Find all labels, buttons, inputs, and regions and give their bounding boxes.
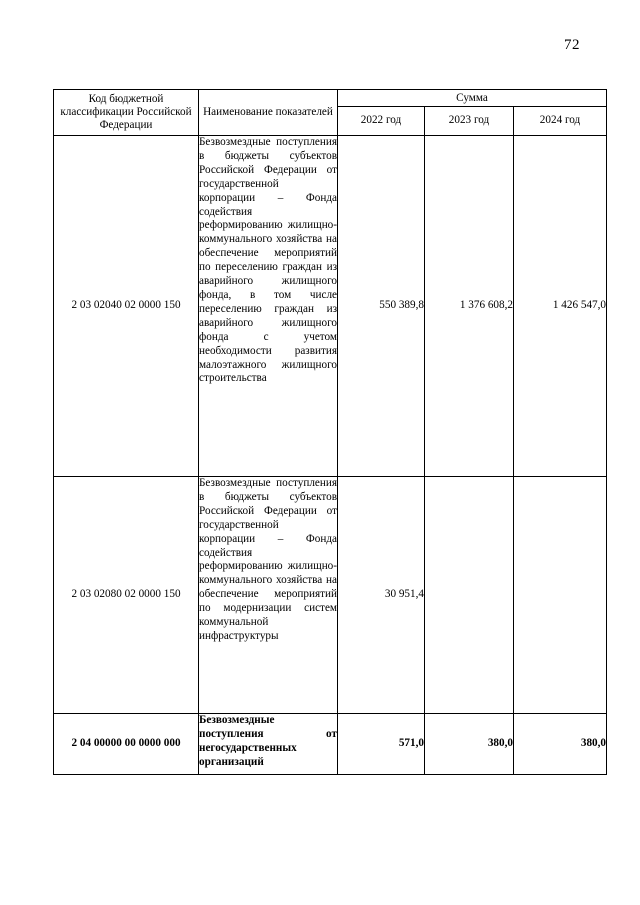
- amount-2024: [514, 477, 607, 714]
- amount-2023: 1 376 608,2: [425, 136, 514, 477]
- header-year-2023: 2023 год: [425, 107, 514, 136]
- indicator-name: Безвозмездные поступления в бюджеты субъектов Российской Федерации от государственной корпорации – Фонда содействия реформированию жилищно-коммунального хозяйства на обеспечение мероприятий по модернизации систем коммунальной инфраструктуры: [199, 477, 338, 714]
- table-row: [54, 477, 607, 714]
- budget-table: [53, 89, 607, 775]
- header-year-2024: 2024 год: [514, 107, 607, 136]
- budget-code: 2 03 02040 02 0000 150: [54, 136, 199, 477]
- table-row: [54, 136, 607, 477]
- amount-2022: 571,0: [338, 714, 425, 775]
- table-row: [54, 714, 607, 775]
- amount-2022: 30 951,4: [338, 477, 425, 714]
- page-number: 72: [564, 37, 580, 53]
- budget-code: 2 03 02080 02 0000 150: [54, 477, 199, 714]
- header-sum: Сумма: [338, 90, 607, 107]
- amount-2024: 1 426 547,0: [514, 136, 607, 477]
- amount-2024: 380,0: [514, 714, 607, 775]
- table-header: [54, 90, 607, 136]
- indicator-name: Безвозмездные поступления в бюджеты субъектов Российской Федерации от государственной корпорации – Фонда содействия реформированию жилищно-коммунального хозяйства на обеспечение мероприятий по переселению граждан из аварийного жилищного фонда, в том числе переселению граждан из аварийного жилищного фонда с учетом необходимости развития малоэтажного жилищного строительства: [199, 136, 338, 477]
- amount-2022: 550 389,8: [338, 136, 425, 477]
- budget-code: 2 04 00000 00 0000 000: [54, 714, 199, 775]
- header-year-2022: 2022 год: [338, 107, 425, 136]
- amount-2023: [425, 477, 514, 714]
- header-code: Код бюджетной классификации Российской Федерации: [54, 90, 199, 136]
- indicator-name: Безвозмездные поступления от негосударственных организаций: [199, 714, 338, 775]
- header-name: Наименование показателей: [199, 90, 338, 136]
- amount-2023: 380,0: [425, 714, 514, 775]
